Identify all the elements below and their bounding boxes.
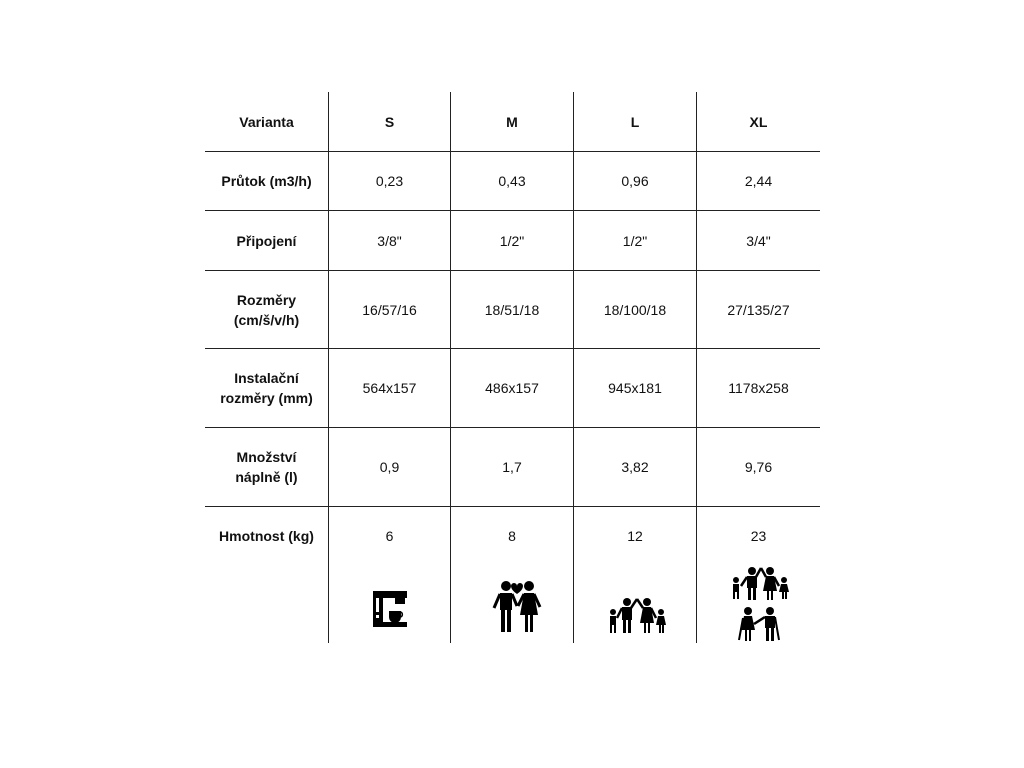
table-cell: 23: [750, 528, 767, 544]
table-cell: 6: [385, 528, 394, 544]
table-cell: 1,7: [502, 459, 522, 475]
table-cell: 564x157: [362, 380, 417, 396]
table-cell: 3/4": [746, 232, 771, 249]
row-label-prutok: Průtok (m3/h): [221, 173, 312, 189]
extended-family-icon: [728, 566, 792, 642]
row-label-instalacni-rozmery: Instalační rozměry (mm): [220, 370, 313, 406]
table-cell: 27/135/27: [727, 301, 790, 318]
row-divider: [205, 506, 820, 507]
table-cell: 945x181: [608, 380, 662, 396]
coffee-machine-icon: [371, 589, 411, 629]
header-varianta: Varianta: [239, 113, 294, 130]
table-cell: 0,96: [621, 173, 649, 189]
row-label-mnozstvi-naplne: Množství náplně (l): [235, 449, 298, 485]
spec-table: [205, 92, 820, 643]
table-cell: 18/100/18: [603, 301, 667, 318]
row-label-hmotnost: Hmotnost (kg): [219, 528, 314, 544]
table-cell: 16/57/16: [362, 301, 417, 318]
row-label-rozmery: Rozměry (cm/š/v/h): [233, 291, 300, 328]
header-xl: XL: [749, 113, 768, 130]
table-cell: 1/2": [499, 232, 525, 249]
table-cell: 1/2": [622, 232, 648, 249]
header-m: M: [506, 113, 518, 130]
table-cell: 8: [508, 528, 516, 544]
table-cell: 486x157: [485, 380, 539, 396]
table-cell: 2,44: [744, 173, 773, 189]
table-cell: 12: [627, 528, 643, 544]
header-s: S: [384, 113, 395, 130]
table-cell: 0,9: [379, 459, 400, 475]
table-cell: 0,23: [375, 173, 404, 189]
table-cell: 3/8": [377, 232, 402, 249]
header-l: L: [630, 113, 640, 130]
family-icon: [607, 596, 667, 634]
couple-icon: [491, 580, 543, 634]
table-cell: 18/51/18: [484, 301, 540, 318]
table-cell: 1178x258: [728, 380, 789, 396]
table-cell: 3,82: [621, 459, 649, 475]
table-cell: 9,76: [744, 459, 773, 475]
row-label-pripojeni: Připojení: [236, 232, 297, 249]
table-cell: 0,43: [498, 173, 526, 189]
